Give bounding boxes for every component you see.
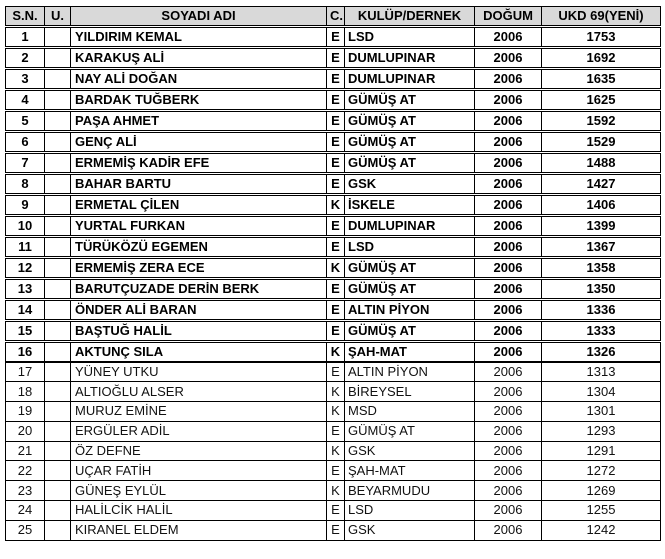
row-birth: 2006 [475,520,542,540]
table-row [6,69,661,90]
row-name: ALTIOĞLU ALSER [71,382,327,402]
row-gender: E [327,48,345,69]
row-gender: E [327,132,345,153]
row-sn: 13 [6,279,45,300]
table-row [6,402,661,422]
row-gender: E [327,174,345,195]
table-row [6,111,661,132]
row-club: ALTIN PİYON [345,300,475,321]
row-birth: 2006 [475,441,542,461]
row-u [45,481,71,501]
row-birth: 2006 [475,132,542,153]
row-club: GÜMÜŞ AT [345,279,475,300]
table-row [6,216,661,237]
row-sn: 25 [6,520,45,540]
row-name: BAHAR BARTU [71,174,327,195]
row-u [45,441,71,461]
row-u [45,27,71,48]
row-sn: 15 [6,321,45,342]
row-sn: 23 [6,481,45,501]
header-name: SOYADI ADI [71,7,327,27]
row-sn: 8 [6,174,45,195]
row-rating: 1293 [542,421,661,441]
row-sn: 20 [6,421,45,441]
table-row [6,300,661,321]
row-u [45,461,71,481]
row-sn: 21 [6,441,45,461]
row-u [45,111,71,132]
row-rating: 1358 [542,258,661,279]
row-birth: 2006 [475,237,542,258]
row-name: ERMEMİŞ ZERA ECE [71,258,327,279]
row-rating: 1301 [542,402,661,422]
row-birth: 2006 [475,216,542,237]
row-sn: 16 [6,342,45,363]
row-u [45,90,71,111]
table-row [6,258,661,279]
row-rating: 1336 [542,300,661,321]
table-row [6,382,661,402]
row-gender: K [327,258,345,279]
row-gender: E [327,111,345,132]
row-u [45,520,71,540]
row-name: GÜNEŞ EYLÜL [71,481,327,501]
row-birth: 2006 [475,402,542,422]
row-name: BAŞTUĞ HALİL [71,321,327,342]
row-sn: 4 [6,90,45,111]
row-name: GENÇ ALİ [71,132,327,153]
row-rating: 1529 [542,132,661,153]
header-u: U. [45,7,71,27]
row-gender: E [327,279,345,300]
row-birth: 2006 [475,362,542,382]
table-row [6,195,661,216]
row-name: MURUZ EMİNE [71,402,327,422]
table-row [6,441,661,461]
row-gender: E [327,69,345,90]
row-name: ERGÜLER ADİL [71,421,327,441]
row-sn: 3 [6,69,45,90]
row-sn: 24 [6,501,45,521]
table-row [6,237,661,258]
table-row [6,362,661,382]
row-sn: 1 [6,27,45,48]
row-club: GSK [345,441,475,461]
table-body [6,27,661,541]
row-rating: 1272 [542,461,661,481]
row-sn: 6 [6,132,45,153]
row-birth: 2006 [475,382,542,402]
header-gender: C. [327,7,345,27]
row-club: GÜMÜŞ AT [345,321,475,342]
row-birth: 2006 [475,421,542,441]
table-row [6,132,661,153]
row-gender: E [327,362,345,382]
row-name: AKTUNÇ SILA [71,342,327,363]
row-club: BEYARMUDU [345,481,475,501]
row-birth: 2006 [475,321,542,342]
row-club: GÜMÜŞ AT [345,90,475,111]
row-birth: 2006 [475,258,542,279]
table-row [6,153,661,174]
table-row [6,27,661,48]
row-u [45,48,71,69]
row-club: MSD [345,402,475,422]
header-rating: UKD 69(YENİ) [542,7,661,27]
row-name: BARDAK TUĞBERK [71,90,327,111]
row-birth: 2006 [475,69,542,90]
row-gender: E [327,216,345,237]
table-row [6,48,661,69]
row-rating: 1333 [542,321,661,342]
row-sn: 22 [6,461,45,481]
header-birth: DOĞUM [475,7,542,27]
row-u [45,501,71,521]
row-club: DUMLUPINAR [345,48,475,69]
row-club: DUMLUPINAR [345,69,475,90]
row-rating: 1367 [542,237,661,258]
row-gender: E [327,321,345,342]
row-u [45,300,71,321]
row-name: UÇAR FATİH [71,461,327,481]
table-row [6,421,661,441]
row-rating: 1350 [542,279,661,300]
row-gender: E [327,90,345,111]
table-header [6,7,661,27]
row-rating: 1406 [542,195,661,216]
row-u [45,153,71,174]
row-sn: 17 [6,362,45,382]
row-gender: K [327,342,345,363]
row-gender: E [327,237,345,258]
row-rating: 1291 [542,441,661,461]
row-birth: 2006 [475,300,542,321]
row-gender: E [327,153,345,174]
table-row [6,501,661,521]
row-name: HALİLCİK HALİL [71,501,327,521]
row-u [45,69,71,90]
row-name: YURTAL FURKAN [71,216,327,237]
row-sn: 11 [6,237,45,258]
table-row [6,461,661,481]
row-name: KARAKUŞ ALİ [71,48,327,69]
row-club: GÜMÜŞ AT [345,258,475,279]
row-gender: K [327,441,345,461]
row-gender: K [327,195,345,216]
row-gender: K [327,382,345,402]
row-club: GSK [345,174,475,195]
row-rating: 1255 [542,501,661,521]
row-gender: E [327,27,345,48]
row-club: GÜMÜŞ AT [345,111,475,132]
row-u [45,237,71,258]
row-birth: 2006 [475,48,542,69]
row-u [45,132,71,153]
row-u [45,421,71,441]
row-club: ŞAH-MAT [345,342,475,363]
row-u [45,362,71,382]
row-u [45,195,71,216]
table-row [6,342,661,363]
row-u [45,279,71,300]
row-u [45,174,71,195]
row-gender: K [327,402,345,422]
row-gender: E [327,501,345,521]
row-name: NAY ALİ DOĞAN [71,69,327,90]
row-club: GSK [345,520,475,540]
row-sn: 7 [6,153,45,174]
row-name: KIRANEL ELDEM [71,520,327,540]
table-row [6,90,661,111]
table-row [6,481,661,501]
row-name: ÖZ DEFNE [71,441,327,461]
row-sn: 2 [6,48,45,69]
row-sn: 9 [6,195,45,216]
row-u [45,321,71,342]
row-club: BİREYSEL [345,382,475,402]
row-club: LSD [345,237,475,258]
header-club: KULÜP/DERNEK [345,7,475,27]
table-row [6,321,661,342]
row-club: GÜMÜŞ AT [345,132,475,153]
row-name: ÖNDER ALİ BARAN [71,300,327,321]
row-birth: 2006 [475,279,542,300]
row-rating: 1488 [542,153,661,174]
row-club: ALTIN PİYON [345,362,475,382]
row-rating: 1625 [542,90,661,111]
row-name: ERMETAL ÇİLEN [71,195,327,216]
row-rating: 1269 [542,481,661,501]
row-sn: 19 [6,402,45,422]
ranking-table [5,6,661,541]
row-birth: 2006 [475,27,542,48]
row-club: DUMLUPINAR [345,216,475,237]
row-rating: 1635 [542,69,661,90]
row-birth: 2006 [475,461,542,481]
row-gender: E [327,421,345,441]
row-club: LSD [345,27,475,48]
row-birth: 2006 [475,481,542,501]
row-u [45,342,71,363]
row-sn: 5 [6,111,45,132]
row-birth: 2006 [475,501,542,521]
row-sn: 10 [6,216,45,237]
row-rating: 1427 [542,174,661,195]
row-name: BARUTÇUZADE DERİN BERK [71,279,327,300]
row-u [45,216,71,237]
row-gender: E [327,520,345,540]
table-row [6,520,661,540]
row-club: LSD [345,501,475,521]
row-gender: K [327,481,345,501]
header-sn: S.N. [6,7,45,27]
row-birth: 2006 [475,153,542,174]
row-birth: 2006 [475,195,542,216]
row-name: YÜNEY UTKU [71,362,327,382]
row-rating: 1304 [542,382,661,402]
row-gender: E [327,300,345,321]
row-sn: 14 [6,300,45,321]
row-club: ŞAH-MAT [345,461,475,481]
row-club: GÜMÜŞ AT [345,153,475,174]
row-club: GÜMÜŞ AT [345,421,475,441]
row-name: ERMEMİŞ KADİR EFE [71,153,327,174]
row-club: İSKELE [345,195,475,216]
row-name: YILDIRIM KEMAL [71,27,327,48]
row-sn: 18 [6,382,45,402]
row-birth: 2006 [475,174,542,195]
row-u [45,382,71,402]
row-birth: 2006 [475,111,542,132]
row-u [45,402,71,422]
row-gender: E [327,461,345,481]
row-birth: 2006 [475,342,542,363]
table-row [6,174,661,195]
row-name: PAŞA AHMET [71,111,327,132]
row-name: TÜRÜKÖZÜ EGEMEN [71,237,327,258]
row-rating: 1592 [542,111,661,132]
row-u [45,258,71,279]
row-rating: 1399 [542,216,661,237]
row-rating: 1242 [542,520,661,540]
table-row [6,279,661,300]
row-rating: 1692 [542,48,661,69]
row-rating: 1313 [542,362,661,382]
row-birth: 2006 [475,90,542,111]
row-rating: 1753 [542,27,661,48]
row-sn: 12 [6,258,45,279]
row-rating: 1326 [542,342,661,363]
